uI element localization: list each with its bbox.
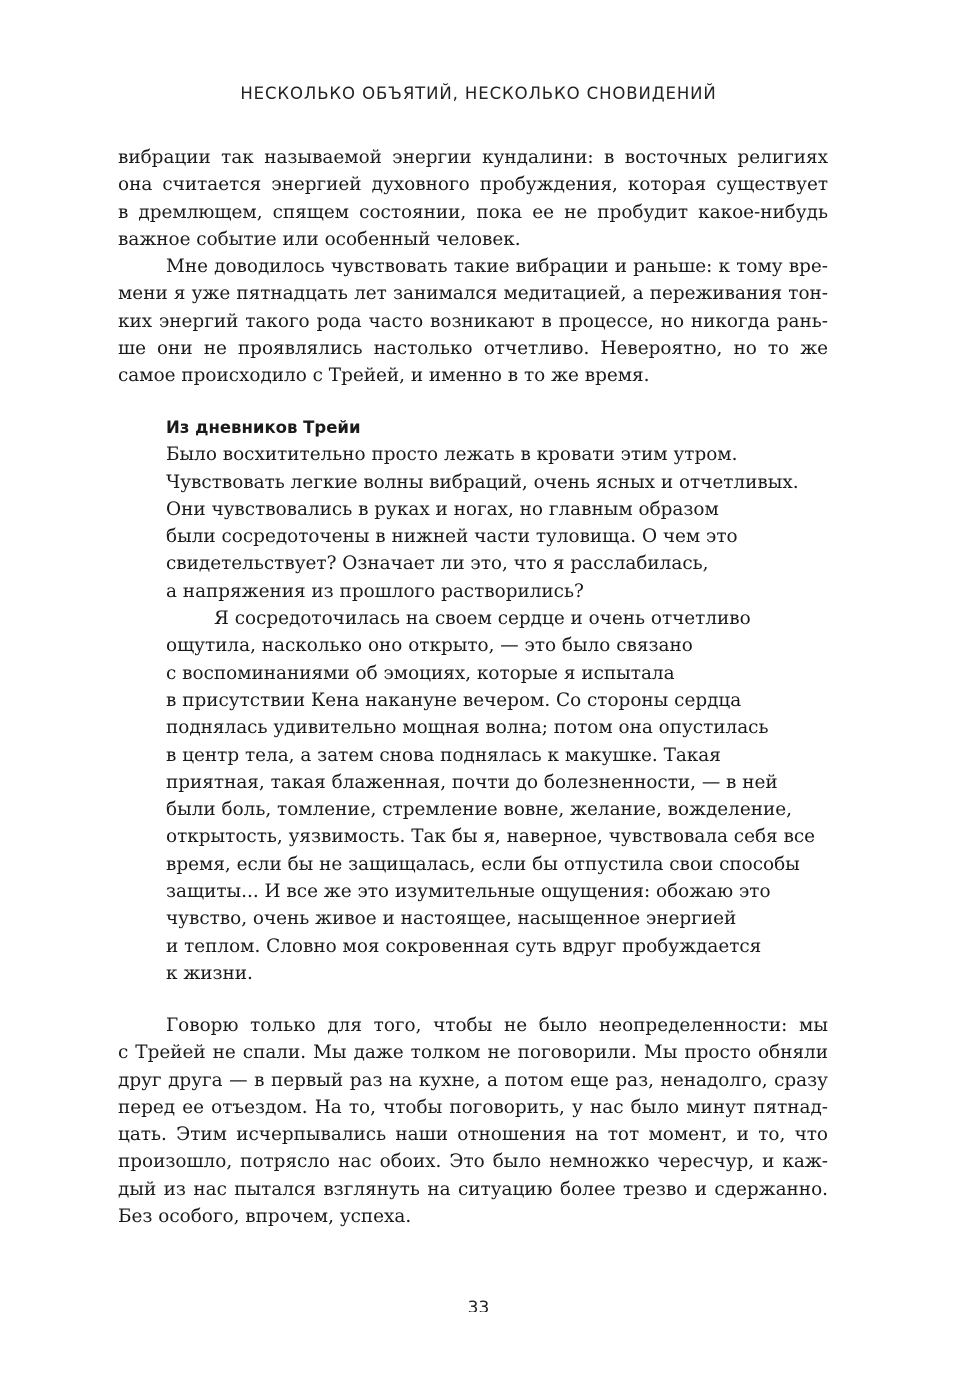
text-line: ощутила, насколько оно открыто, — это было связано (166, 635, 693, 657)
text-line: Без особого, впрочем, успеха. (118, 1206, 412, 1228)
text-line: Я сосредоточилась на своем сердце и очень отчетливо (214, 608, 751, 630)
text-line: в дремлющем, спящем состоянии, пока ее не пробудит какое-нибудь (118, 201, 828, 223)
text-line: приятная, такая блаженная, почти до болезненности, — в ней (166, 771, 778, 793)
main-text (118, 144, 828, 390)
text-line: с воспоминаниями об эмоциях, которые я испытала (166, 662, 675, 684)
text-line: время, если бы не защищалась, если бы отпустила свои способы (166, 853, 800, 875)
text-line: Говорю только для того, чтобы не было неопределенности: мы (166, 1015, 828, 1036)
text-line: защиты... И все же это изумительные ощущения: обожаю это (166, 881, 771, 903)
text-line: Чувствовать легкие волны вибраций, очень ясных и отчетливых. (166, 471, 799, 493)
text-line: к жизни. (166, 962, 253, 984)
text-line: были сосредоточены в нижней части туловища. О чем это (166, 526, 738, 548)
text-line: а напряжения из прошлого растворились? (166, 580, 584, 602)
text-line: Они чувствовались в руках и ногах, но главным образом (166, 498, 719, 520)
text-line: в присутствии Кена накануне вечером. Со стороны сердца (166, 689, 742, 711)
text-line: Было восхитительно просто лежать в кровати этим утром. (166, 444, 738, 466)
running-head: НЕСКОЛЬКО ОБЪЯТИЙ, НЕСКОЛЬКО СНОВИДЕНИЙ (240, 84, 717, 103)
page-number: 33 (467, 1298, 490, 1312)
text-line: самое происходило с Трейей, и именно в то же время. (118, 365, 650, 387)
text-line: важное событие или особенный человек. (118, 228, 521, 250)
text-line: друг друга — в первый раз на кухне, а потом еще раз, ненадолго, сразу (118, 1069, 828, 1091)
text-line: с Трейей не спали. Мы даже толком не поговорили. Мы просто обняли (118, 1042, 828, 1064)
text-line: цать. Этим исчерпывались наши отношения на тот момент, и то, что (118, 1124, 828, 1146)
text-line: вибрации так называемой энергии кундалини: в восточных религиях (118, 147, 828, 168)
diary-excerpt (166, 414, 828, 987)
diary-heading: Из дневников Трейи (166, 418, 361, 437)
text-line: и теплом. Словно моя сокровенная суть вдруг пробуждается (166, 935, 762, 957)
text-line: были боль, томление, стремление вовне, желание, вожделение, (166, 799, 792, 821)
closing-text (118, 1012, 828, 1230)
text-line: перед ее отъездом. На то, чтобы поговорить, у нас было минут пятнад- (118, 1096, 828, 1118)
text-line: она считается энергией духовного пробуждения, которая существует (118, 174, 828, 196)
text-line: дый из нас пытался взглянуть на ситуацию более трезво и сдержанно. (118, 1178, 828, 1200)
text-line: в центр тела, а затем снова поднялась к макушке. Такая (166, 744, 721, 766)
text-line: чувство, очень живое и настоящее, насыщенное энергией (166, 908, 737, 930)
text-line: Мне доводилось чувствовать такие вибрации и раньше: к тому вре- (166, 256, 828, 278)
text-line: произошло, потрясло нас обоих. Это было немножко чересчур, и каж- (118, 1151, 828, 1173)
text-line: открытость, уязвимость. Так бы я, наверное, чувствовала себя все (166, 826, 816, 848)
text-line: мени я уже пятнадцать лет занимался медитацией, а переживания тон- (118, 283, 828, 305)
text-line: ких энергий такого рода часто возникают в процессе, но никогда рань- (118, 310, 828, 332)
text-line: ше они не проявлялись настолько отчетливо. Невероятно, но то же (118, 338, 828, 360)
text-line: поднялась удивительно мощная волна; потом она опустилась (166, 717, 769, 739)
text-line: свидетельствует? Означает ли это, что я расслабилась, (166, 553, 709, 575)
